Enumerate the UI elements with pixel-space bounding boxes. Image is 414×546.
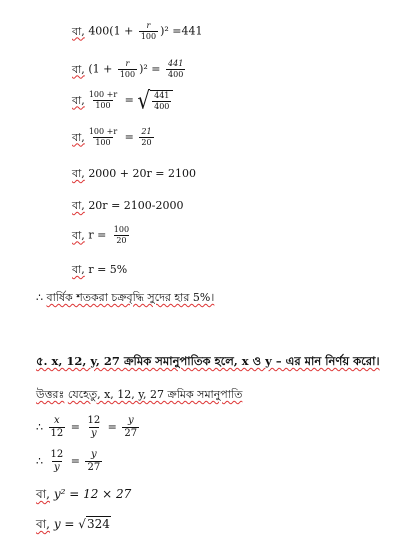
square-root [137, 85, 173, 115]
question-text: ৫. x, 12, y, 27 ক্রমিক সমানুপাতিক হলে, x ও y – এর মান নির্ণয় করো। [36, 354, 380, 368]
therefore-symbol: ∴ [36, 420, 43, 434]
ba-label: বা, [36, 517, 50, 531]
radical-sign: √ [78, 517, 86, 531]
fraction: $\frac{y}{27}$ [87, 449, 101, 473]
fraction: $\frac{100 +r}{100}$ [88, 127, 118, 147]
expr-text: 2000 + 20r = 2100 [88, 167, 196, 180]
equals: = [121, 93, 138, 107]
ba-label: বা, [72, 93, 85, 107]
expr-text: 400(1 + [88, 24, 137, 38]
ba-label: বা, [72, 167, 85, 180]
answer-text: যেহেতু, x, 12, y, 27 ক্রমিক সমানুপাতি [67, 388, 243, 401]
equation-line-2 [72, 60, 187, 79]
fraction: $\frac{100 +r}{100}$ [88, 90, 118, 110]
equation-line-5 [72, 168, 196, 179]
expr-text: r = [88, 228, 110, 242]
fraction: $\frac{21}{20}$ [141, 127, 152, 147]
therefore-symbol: ∴ [36, 454, 43, 468]
expr-text: 20r = 2100-2000 [88, 199, 184, 212]
fraction: $\frac{r}{100}$ [140, 21, 157, 41]
formula-line-4 [36, 518, 111, 530]
expr-text: r = 5% [88, 263, 128, 276]
expr-tail: )² =441 [160, 24, 203, 38]
conclusion-text: বার্ষিক শতকরা চক্রবৃদ্ধি সুদের হার 5%। [46, 291, 215, 304]
therefore-symbol: ∴ [36, 291, 43, 304]
ba-label: বা, [72, 228, 85, 242]
ba-label: বা, [72, 24, 85, 38]
formula-line-2: ∴ $\frac{12}{y}$ = $\frac{y}{27}$ [36, 449, 101, 473]
expr-text: (1 + [88, 62, 116, 76]
expr-mid: )² = [139, 62, 165, 76]
fraction: $\frac{x}{12}$ [50, 415, 64, 439]
fraction: $\frac{100}{20}$ [113, 225, 130, 245]
ba-label: বা, [36, 487, 50, 501]
expr-text: y² = 12 × 27 [53, 487, 132, 501]
equals: = [121, 130, 138, 144]
equation-line-3 [72, 85, 173, 115]
ba-label: বা, [72, 62, 85, 76]
ba-label: বা, [72, 130, 85, 144]
fraction: $\frac{12}{y}$ [87, 415, 101, 439]
formula-line-1: ∴ $\frac{x}{12}$ = $\frac{12}{y}$ = $\frac{y}{27}$ [36, 415, 138, 439]
equation-line-4 [72, 128, 156, 147]
fraction: $\frac{441}{400}$ [154, 91, 170, 111]
fraction: $\frac{12}{y}$ [50, 449, 64, 473]
expr-text: y = [53, 517, 79, 531]
question-5 [36, 356, 380, 368]
conclusion-line [36, 292, 214, 303]
answer-intro [36, 389, 242, 400]
radical-sign: √ [137, 85, 151, 115]
radicand: 324 [86, 517, 110, 531]
equation-line-7 [72, 226, 133, 245]
fraction: $\frac{r}{100}$ [119, 59, 136, 79]
fraction: $\frac{y}{27}$ [124, 415, 138, 439]
ba-label: বা, [72, 199, 85, 212]
equation-line-1 [72, 22, 203, 41]
ba-label: বা, [72, 263, 85, 276]
formula-line-3 [36, 488, 131, 500]
equation-line-8 [72, 264, 127, 275]
fraction: $\frac{441}{400}$ [168, 59, 184, 79]
answer-label: উত্তরঃ [36, 388, 65, 401]
equation-line-6 [72, 200, 183, 211]
